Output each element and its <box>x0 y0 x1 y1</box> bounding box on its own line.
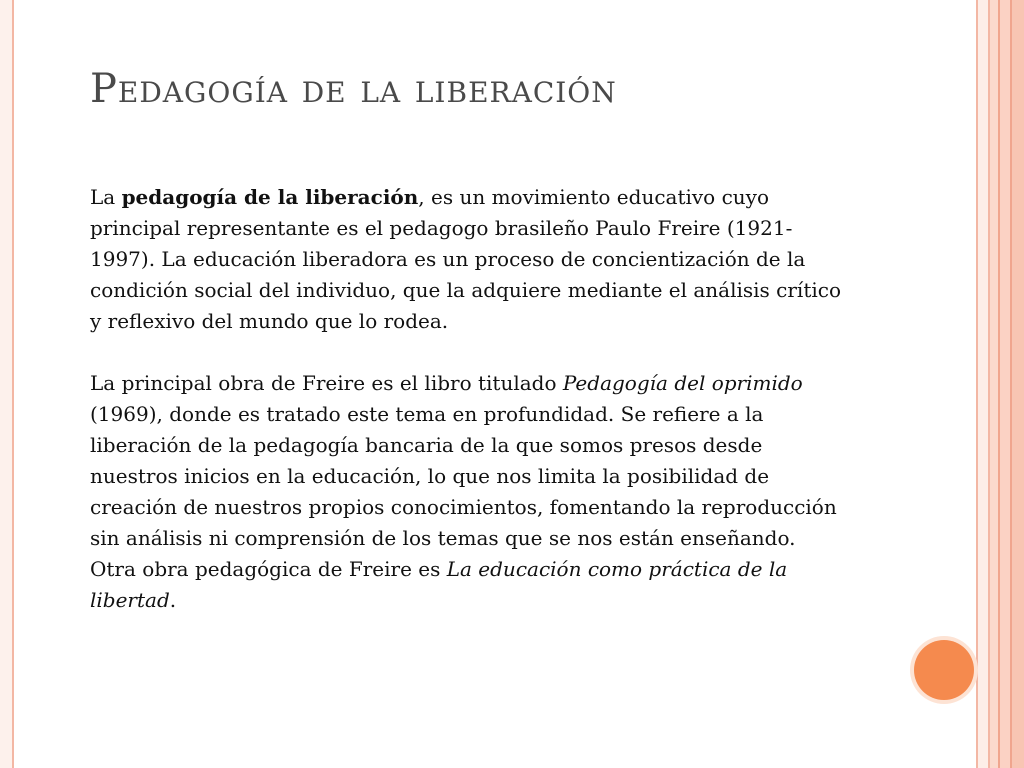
paragraph-intro-text: Otra obra pedagógica de Freire es <box>90 557 447 581</box>
paragraph-text: . <box>169 588 177 612</box>
paragraph-intro-text: La <box>90 185 122 209</box>
slide-title: Pedagogía de la liberación <box>90 66 617 112</box>
orange-circle-decoration <box>914 640 974 700</box>
paragraph-text: (1969), donde es tratado este tema en profundidad. Se refiere a la liberación de la pedagogía bancaria de la que somos presos desde nuestros inicios en la educación, lo que nos limita la posibilidad de creación de nuestros propios conocimientos, fomentando la reproducción sin análisis ni comprensión de los temas que se nos están enseñando. <box>90 402 837 550</box>
book-title: La educación como práctica de la libertad <box>90 557 788 612</box>
left-border-decoration <box>0 0 14 768</box>
stripe <box>990 0 998 768</box>
paragraph-freire-intro <box>90 182 850 337</box>
stripe <box>978 0 988 768</box>
paragraph-text: , es un movimiento educativo cuyo principal representante es el pedagogo brasileño Paulo Freire (1921-1997). La educación liberadora es un proceso de concientización de la condición social del individuo, que la adquiere mediante el análisis crítico y reflexivo del mundo que lo rodea. <box>90 185 841 333</box>
stripe <box>1000 0 1010 768</box>
right-stripes-decoration <box>976 0 1024 768</box>
slide-body <box>90 182 850 616</box>
stripe <box>1012 0 1024 768</box>
bold-term: pedagogía de la liberación <box>121 185 419 209</box>
paragraph-other-work <box>90 554 850 616</box>
paragraph-gap <box>90 337 850 368</box>
paragraph-intro-text: La principal obra de Freire es el libro titulado <box>90 371 563 395</box>
paragraph-main-work <box>90 368 850 554</box>
book-title: Pedagogía del oprimido <box>562 371 803 395</box>
